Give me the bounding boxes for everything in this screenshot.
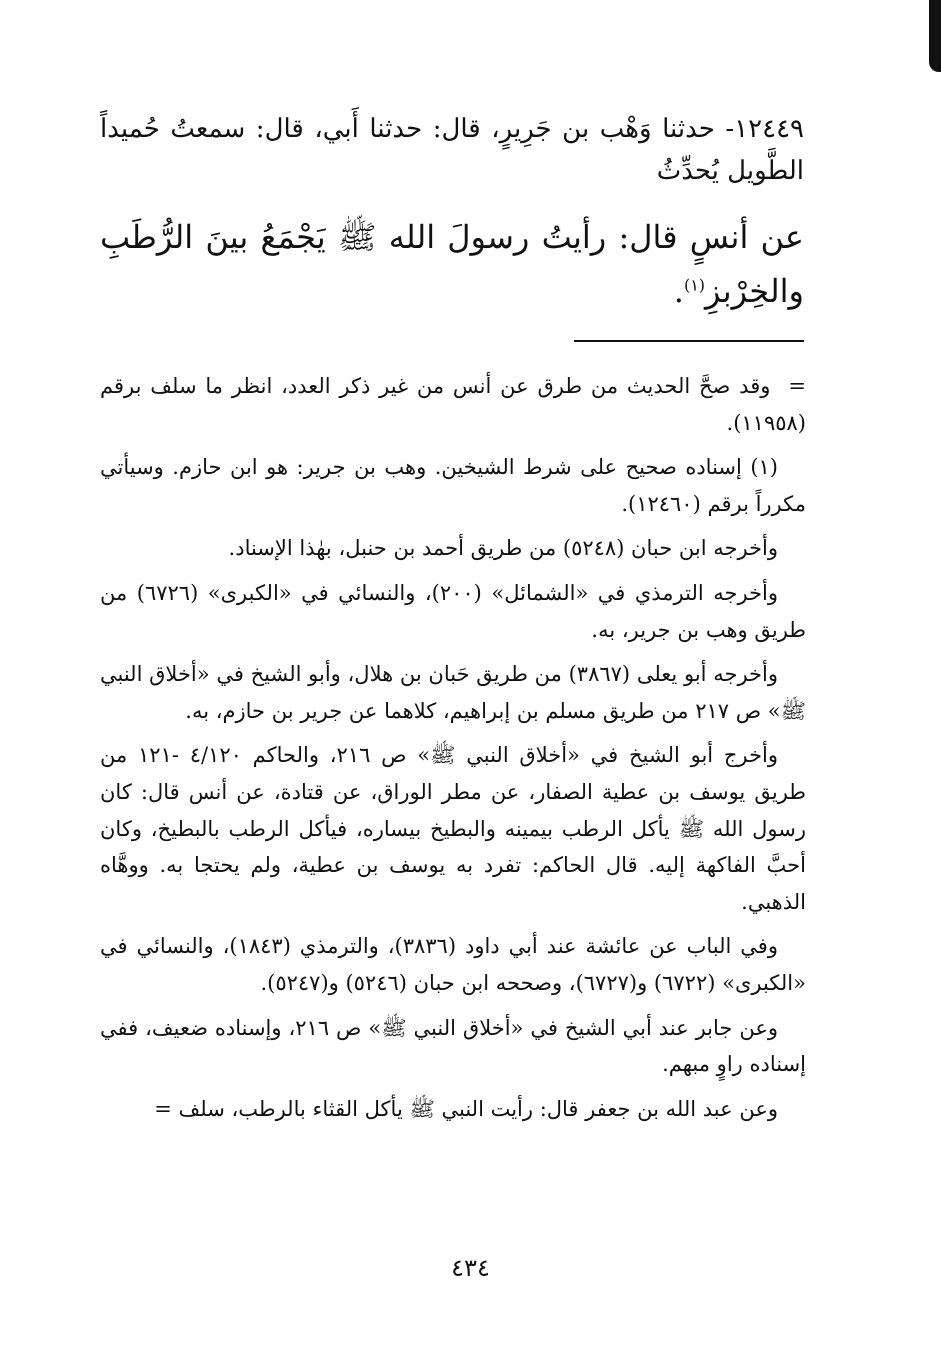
footnote-separator bbox=[574, 340, 804, 342]
footnotes-section bbox=[100, 368, 806, 1135]
footnote-paragraph: وقد صحَّ الحديث من طرق عن أنس من غير ذكر العدد، انظر ما سلف برقم (١١٩٥٨). bbox=[100, 374, 806, 435]
hadith-isnad bbox=[100, 108, 804, 192]
hadith-matn-text: عن أنسٍ قال: رأيتُ رسولَ الله ﷺ يَجْمَعُ بينَ الرُّطَبِ والخِرْبزِ bbox=[100, 218, 804, 310]
page-number: ٤٣٤ bbox=[451, 1254, 490, 1282]
footnote-paragraph: وأخرج أبو الشيخ في «أخلاق النبي ﷺ» ص ٢١٦، والحاكم ٤/١٢٠ -١٢١ من طريق يوسف بن عطية الصفار، عن مطر الوراق، عن قتادة، عن أنس قال: كان رسول الله ﷺ يأكل الرطب بيمينه والبطيخ بيساره، فيأكل الرطب بالبطيخ، وكان أحبَّ الفاكهة إليه. قال الحاكم: تفرد به يوسف بن عطية، ولم يحتجا به. ووهَّاه الذهبي. bbox=[100, 743, 806, 914]
footnote-reference: (١) bbox=[683, 275, 706, 295]
footnote-paragraph: وأخرجه ابن حبان (٥٢٤٨) من طريق أحمد بن حنبل، بهٰذا الإسناد. bbox=[228, 536, 778, 561]
hadith-matn-end: . bbox=[673, 272, 684, 310]
footnote-continuation bbox=[100, 368, 806, 441]
page-edge-mark bbox=[929, 0, 941, 72]
continuation-mark: = bbox=[788, 374, 806, 398]
footnote-paragraph: وأخرجه الترمذي في «الشمائل» (٢٠٠)، والنسائي في «الكبرى» (٦٧٢٦) من طريق وهب بن جرير، به. bbox=[100, 580, 806, 642]
hadith-isnad-text: ١٢٤٤٩- حدثنا وَهْب بن جَرِيرٍ، قال: حدثنا أَبي، قال: سمعتُ حُميداً الطَّويل يُحدِّثُ bbox=[100, 114, 804, 186]
footnote-paragraph: (١) إسناده صحيح على شرط الشيخين. وهب بن جرير: هو ابن حازم. وسيأتي مكرراً برقم (١٢٤٦٠). bbox=[100, 455, 806, 516]
footnote-paragraph: وعن جابر عند أبي الشيخ في «أخلاق النبي ﷺ» ص ٢١٦، وإسناده ضعيف، ففي إسناده راوٍ مبهم. bbox=[100, 1015, 806, 1077]
footnote-paragraph: وأخرجه أبو يعلى (٣٨٦٧) من طريق حَبان بن هلال، وأبو الشيخ في «أخلاق النبي ﷺ» ص ٢١٧ من طريق مسلم بن إبراهيم، كلاهما عن جرير بن حازم، به. bbox=[100, 662, 806, 723]
footnote-paragraph: وعن عبد الله بن جعفر قال: رأيت النبي ﷺ يأكل القثاء بالرطب، سلف = bbox=[154, 1096, 778, 1121]
footnote-paragraph: وفي الباب عن عائشة عند أبي داود (٣٨٣٦)، والترمذي (١٨٤٣)، والنسائي في «الكبرى» (٦٧٢٢) و(٦٧٢٧)، وصححه ابن حبان (٥٢٤٦) و(٥٢٤٧). bbox=[100, 934, 806, 995]
hadith-matn bbox=[100, 210, 804, 318]
